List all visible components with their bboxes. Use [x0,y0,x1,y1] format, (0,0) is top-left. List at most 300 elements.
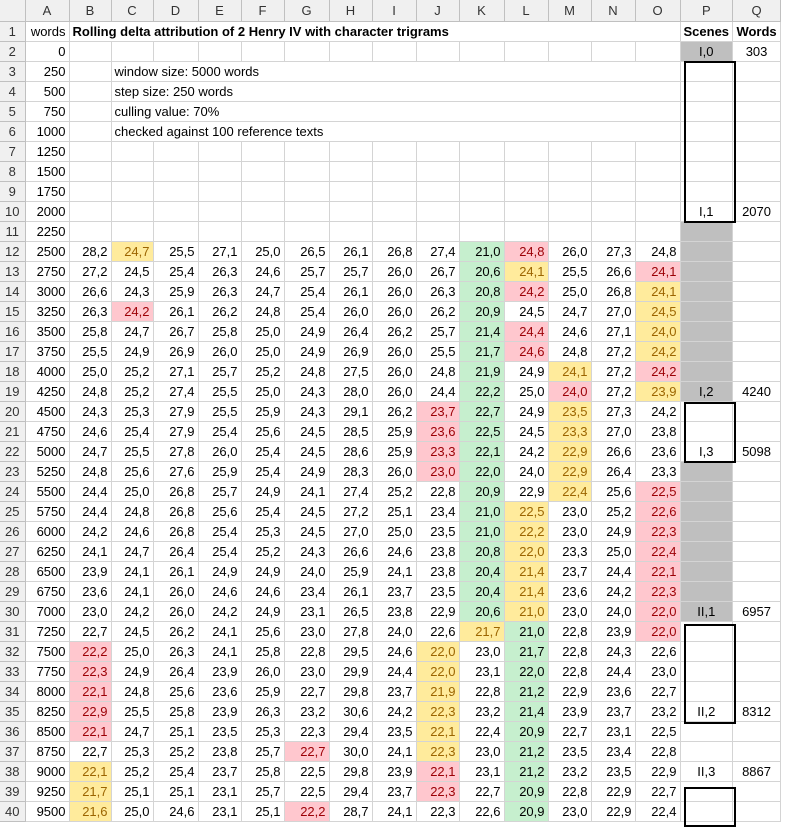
scene-cell-p2[interactable]: I,0 [680,41,733,61]
scene-words-q38[interactable]: 8867 [733,761,781,781]
cell-l18[interactable]: 24,9 [504,361,548,381]
cell-i26[interactable]: 25,0 [372,521,416,541]
cell-i18[interactable]: 26,0 [372,361,416,381]
cell-g16[interactable]: 24,9 [284,321,329,341]
cell-m35[interactable]: 23,9 [548,701,591,721]
row-header[interactable]: 11 [0,221,25,241]
row-header[interactable]: 26 [0,521,25,541]
cell-e39[interactable]: 23,1 [198,781,241,801]
scene-words-q18[interactable] [733,361,781,381]
cell-e13[interactable]: 26,3 [198,261,241,281]
cell-o8[interactable] [635,161,680,181]
cell-i15[interactable]: 26,0 [372,301,416,321]
cell-f33[interactable]: 26,0 [241,661,284,681]
cell-b26[interactable]: 24,2 [69,521,111,541]
scene-cell-p39[interactable] [680,781,733,801]
cell-a27[interactable]: 6250 [25,541,69,561]
select-all-corner[interactable] [0,0,25,21]
cell-c9[interactable] [111,181,153,201]
cell-n40[interactable]: 22,9 [591,801,635,821]
cell-f20[interactable]: 25,9 [241,401,284,421]
cell-a35[interactable]: 8250 [25,701,69,721]
cell-f35[interactable]: 26,3 [241,701,284,721]
cell-n36[interactable]: 23,1 [591,721,635,741]
cell-j17[interactable]: 25,5 [416,341,459,361]
cell-o22[interactable]: 23,6 [635,441,680,461]
note-step[interactable]: step size: 250 words [111,81,680,101]
cell-f23[interactable]: 25,4 [241,461,284,481]
cell-c17[interactable]: 24,9 [111,341,153,361]
cell-k8[interactable] [459,161,504,181]
cell-m19[interactable]: 24,0 [548,381,591,401]
cell-i22[interactable]: 25,9 [372,441,416,461]
cell-j30[interactable]: 22,9 [416,601,459,621]
cell-h9[interactable] [329,181,372,201]
column-header-m[interactable]: M [548,0,591,21]
row-header[interactable]: 10 [0,201,25,221]
cell-h30[interactable]: 26,5 [329,601,372,621]
scene-cell-p4[interactable] [680,81,733,101]
cell-i19[interactable]: 26,0 [372,381,416,401]
cell-d37[interactable]: 25,2 [153,741,198,761]
cell-k21[interactable]: 22,5 [459,421,504,441]
cell-e40[interactable]: 23,1 [198,801,241,821]
cell-g36[interactable]: 22,3 [284,721,329,741]
scene-cell-p28[interactable] [680,561,733,581]
cell-i20[interactable]: 26,2 [372,401,416,421]
cell-a34[interactable]: 8000 [25,681,69,701]
cell-f9[interactable] [241,181,284,201]
cell-d20[interactable]: 27,9 [153,401,198,421]
cell-c10[interactable] [111,201,153,221]
cell-f40[interactable]: 25,1 [241,801,284,821]
column-header-h[interactable]: H [329,0,372,21]
cell-g10[interactable] [284,201,329,221]
cell-m2[interactable] [548,41,591,61]
cell-b33[interactable]: 22,3 [69,661,111,681]
cell-b30[interactable]: 23,0 [69,601,111,621]
cell-b14[interactable]: 26,6 [69,281,111,301]
words-header[interactable]: Words [733,21,781,41]
cell-j9[interactable] [416,181,459,201]
column-header-n[interactable]: N [591,0,635,21]
cell-g18[interactable]: 24,8 [284,361,329,381]
cell-k35[interactable]: 23,2 [459,701,504,721]
cell-h2[interactable] [329,41,372,61]
scene-words-q16[interactable] [733,321,781,341]
cell-n27[interactable]: 25,0 [591,541,635,561]
cell-e36[interactable]: 23,5 [198,721,241,741]
cell-o20[interactable]: 24,2 [635,401,680,421]
cell-a39[interactable]: 9250 [25,781,69,801]
cell-c25[interactable]: 24,8 [111,501,153,521]
cell-l29[interactable]: 21,4 [504,581,548,601]
cell-f14[interactable]: 24,7 [241,281,284,301]
cell-h20[interactable]: 29,1 [329,401,372,421]
cell-k26[interactable]: 21,0 [459,521,504,541]
cell-n21[interactable]: 27,0 [591,421,635,441]
scene-words-q6[interactable] [733,121,781,141]
cell-l20[interactable]: 24,9 [504,401,548,421]
cell-a24[interactable]: 5500 [25,481,69,501]
cell-d33[interactable]: 26,4 [153,661,198,681]
cell-a23[interactable]: 5250 [25,461,69,481]
cell-m8[interactable] [548,161,591,181]
row-header[interactable]: 17 [0,341,25,361]
cell-d8[interactable] [153,161,198,181]
cell-i33[interactable]: 24,4 [372,661,416,681]
cell-i16[interactable]: 26,2 [372,321,416,341]
cell-h7[interactable] [329,141,372,161]
cell-e28[interactable]: 24,9 [198,561,241,581]
cell-c30[interactable]: 24,2 [111,601,153,621]
cell-o26[interactable]: 22,3 [635,521,680,541]
cell-h32[interactable]: 29,5 [329,641,372,661]
cell-n30[interactable]: 24,0 [591,601,635,621]
scene-words-q14[interactable] [733,281,781,301]
cell-i2[interactable] [372,41,416,61]
cell-j8[interactable] [416,161,459,181]
scene-cell-p16[interactable] [680,321,733,341]
cell-l30[interactable]: 21,0 [504,601,548,621]
cell-k14[interactable]: 20,8 [459,281,504,301]
row-header[interactable]: 8 [0,161,25,181]
cell-a10[interactable]: 2000 [25,201,69,221]
cell-f8[interactable] [241,161,284,181]
cell-d19[interactable]: 27,4 [153,381,198,401]
row-header[interactable]: 18 [0,361,25,381]
cell-a6[interactable]: 1000 [25,121,69,141]
cell-h16[interactable]: 26,4 [329,321,372,341]
row-header[interactable]: 33 [0,661,25,681]
cell-i12[interactable]: 26,8 [372,241,416,261]
column-header-d[interactable]: D [153,0,198,21]
cell-m39[interactable]: 22,8 [548,781,591,801]
cell-h14[interactable]: 26,1 [329,281,372,301]
cell-m15[interactable]: 24,7 [548,301,591,321]
cell-i40[interactable]: 24,1 [372,801,416,821]
cell-d34[interactable]: 25,6 [153,681,198,701]
cell-l32[interactable]: 21,7 [504,641,548,661]
cell-g37[interactable]: 22,7 [284,741,329,761]
cell-b24[interactable]: 24,4 [69,481,111,501]
cell-e35[interactable]: 23,9 [198,701,241,721]
cell-o16[interactable]: 24,0 [635,321,680,341]
cell-n24[interactable]: 25,6 [591,481,635,501]
cell-m17[interactable]: 24,8 [548,341,591,361]
cell-k37[interactable]: 23,0 [459,741,504,761]
cell-b40[interactable]: 21,6 [69,801,111,821]
cell-k39[interactable]: 22,7 [459,781,504,801]
cell-m7[interactable] [548,141,591,161]
row-header[interactable]: 24 [0,481,25,501]
column-header-o[interactable]: O [635,0,680,21]
cell-f19[interactable]: 25,0 [241,381,284,401]
cell-m26[interactable]: 23,0 [548,521,591,541]
scene-words-q30[interactable]: 6957 [733,601,781,621]
cell-k12[interactable]: 21,0 [459,241,504,261]
cell-j33[interactable]: 22,0 [416,661,459,681]
cell-e38[interactable]: 23,7 [198,761,241,781]
cell-d32[interactable]: 26,3 [153,641,198,661]
cell-k32[interactable]: 23,0 [459,641,504,661]
cell-n19[interactable]: 27,2 [591,381,635,401]
scene-words-q4[interactable] [733,81,781,101]
cell-g40[interactable]: 22,2 [284,801,329,821]
cell-k13[interactable]: 20,6 [459,261,504,281]
cell-d13[interactable]: 25,4 [153,261,198,281]
cell-m14[interactable]: 25,0 [548,281,591,301]
cell-g2[interactable] [284,41,329,61]
cell-k16[interactable]: 21,4 [459,321,504,341]
cell-o12[interactable]: 24,8 [635,241,680,261]
cell-k31[interactable]: 21,7 [459,621,504,641]
cell-d39[interactable]: 25,1 [153,781,198,801]
cell-o35[interactable]: 23,2 [635,701,680,721]
cell-f15[interactable]: 24,8 [241,301,284,321]
cell-k20[interactable]: 22,7 [459,401,504,421]
cell-b29[interactable]: 23,6 [69,581,111,601]
cell-n35[interactable]: 23,7 [591,701,635,721]
cell-b18[interactable]: 25,0 [69,361,111,381]
cell-k40[interactable]: 22,6 [459,801,504,821]
scene-words-q19[interactable]: 4240 [733,381,781,401]
cell-d11[interactable] [153,221,198,241]
cell-b15[interactable]: 26,3 [69,301,111,321]
cell-a16[interactable]: 3500 [25,321,69,341]
cell-e12[interactable]: 27,1 [198,241,241,261]
cell-c14[interactable]: 24,3 [111,281,153,301]
cell-f32[interactable]: 25,8 [241,641,284,661]
cell-d22[interactable]: 27,8 [153,441,198,461]
cell-b7[interactable] [69,141,111,161]
cell-n7[interactable] [591,141,635,161]
cell-g28[interactable]: 24,0 [284,561,329,581]
scene-cell-p17[interactable] [680,341,733,361]
cell-e22[interactable]: 26,0 [198,441,241,461]
cell-e37[interactable]: 23,8 [198,741,241,761]
scene-cell-p38[interactable]: II,3 [680,761,733,781]
cell-d28[interactable]: 26,1 [153,561,198,581]
cell-i31[interactable]: 24,0 [372,621,416,641]
scene-cell-p9[interactable] [680,181,733,201]
cell-a31[interactable]: 7250 [25,621,69,641]
cell-h17[interactable]: 26,9 [329,341,372,361]
cell-m31[interactable]: 22,8 [548,621,591,641]
scene-cell-p10[interactable]: I,1 [680,201,733,221]
cell-e11[interactable] [198,221,241,241]
cell-g38[interactable]: 22,5 [284,761,329,781]
cell-j12[interactable]: 27,4 [416,241,459,261]
cell-i23[interactable]: 26,0 [372,461,416,481]
cell-k17[interactable]: 21,7 [459,341,504,361]
cell-n10[interactable] [591,201,635,221]
scene-cell-p19[interactable]: I,2 [680,381,733,401]
cell-l11[interactable] [504,221,548,241]
cell-k19[interactable]: 22,2 [459,381,504,401]
row-header[interactable]: 20 [0,401,25,421]
cell-l31[interactable]: 21,0 [504,621,548,641]
cell-j40[interactable]: 22,3 [416,801,459,821]
cell-f12[interactable]: 25,0 [241,241,284,261]
scene-words-q31[interactable] [733,621,781,641]
cell-o36[interactable]: 22,5 [635,721,680,741]
cell-c34[interactable]: 24,8 [111,681,153,701]
cell-l28[interactable]: 21,4 [504,561,548,581]
cell-n33[interactable]: 24,4 [591,661,635,681]
cell-b12[interactable]: 28,2 [69,241,111,261]
column-header-l[interactable]: L [504,0,548,21]
cell-k7[interactable] [459,141,504,161]
cell-e9[interactable] [198,181,241,201]
scene-cell-p26[interactable] [680,521,733,541]
cell-g29[interactable]: 23,4 [284,581,329,601]
cell-i14[interactable]: 26,0 [372,281,416,301]
cell-c11[interactable] [111,221,153,241]
cell-f31[interactable]: 25,6 [241,621,284,641]
cell-a18[interactable]: 4000 [25,361,69,381]
cell-l37[interactable]: 21,2 [504,741,548,761]
cell-c38[interactable]: 25,2 [111,761,153,781]
cell-c12[interactable]: 24,7 [111,241,153,261]
row-header[interactable]: 1 [0,21,25,41]
cell-n20[interactable]: 27,3 [591,401,635,421]
cell-i17[interactable]: 26,0 [372,341,416,361]
column-header-e[interactable]: E [198,0,241,21]
scene-words-q35[interactable]: 8312 [733,701,781,721]
column-header-a[interactable]: A [25,0,69,21]
scene-words-q26[interactable] [733,521,781,541]
cell-c37[interactable]: 25,3 [111,741,153,761]
cell-a11[interactable]: 2250 [25,221,69,241]
cell-c29[interactable]: 24,1 [111,581,153,601]
scene-words-q27[interactable] [733,541,781,561]
cell-m29[interactable]: 23,6 [548,581,591,601]
cell-c19[interactable]: 25,2 [111,381,153,401]
cell-g27[interactable]: 24,3 [284,541,329,561]
cell-h39[interactable]: 29,4 [329,781,372,801]
cell-o11[interactable] [635,221,680,241]
cell-f18[interactable]: 25,2 [241,361,284,381]
cell-g24[interactable]: 24,1 [284,481,329,501]
cell-n9[interactable] [591,181,635,201]
row-header[interactable]: 23 [0,461,25,481]
row-header[interactable]: 34 [0,681,25,701]
cell-m20[interactable]: 23,5 [548,401,591,421]
row-header[interactable]: 12 [0,241,25,261]
cell-g8[interactable] [284,161,329,181]
cell-j7[interactable] [416,141,459,161]
column-header-p[interactable]: P [680,0,733,21]
row-header[interactable]: 32 [0,641,25,661]
column-header-g[interactable]: G [284,0,329,21]
cell-h35[interactable]: 30,6 [329,701,372,721]
cell-m21[interactable]: 23,3 [548,421,591,441]
cell-i10[interactable] [372,201,416,221]
cell-a19[interactable]: 4250 [25,381,69,401]
cell-h25[interactable]: 27,2 [329,501,372,521]
cell-j26[interactable]: 23,5 [416,521,459,541]
cell-g34[interactable]: 22,7 [284,681,329,701]
row-header[interactable]: 6 [0,121,25,141]
scene-cell-p3[interactable] [680,61,733,81]
cell-e29[interactable]: 24,6 [198,581,241,601]
cell-g35[interactable]: 23,2 [284,701,329,721]
cell-m10[interactable] [548,201,591,221]
cell-a15[interactable]: 3250 [25,301,69,321]
cell-e26[interactable]: 25,4 [198,521,241,541]
cell-a12[interactable]: 2500 [25,241,69,261]
scene-words-q3[interactable] [733,61,781,81]
cell-a8[interactable]: 1500 [25,161,69,181]
cell-e21[interactable]: 25,4 [198,421,241,441]
cell-l21[interactable]: 24,5 [504,421,548,441]
cell-b4[interactable] [69,81,111,101]
scene-cell-p25[interactable] [680,501,733,521]
cell-d23[interactable]: 27,6 [153,461,198,481]
scene-cell-p37[interactable] [680,741,733,761]
cell-b37[interactable]: 22,7 [69,741,111,761]
cell-j38[interactable]: 22,1 [416,761,459,781]
cell-d35[interactable]: 25,8 [153,701,198,721]
cell-m23[interactable]: 22,9 [548,461,591,481]
cell-j23[interactable]: 23,0 [416,461,459,481]
cell-m36[interactable]: 22,7 [548,721,591,741]
scene-cell-p36[interactable] [680,721,733,741]
cell-e8[interactable] [198,161,241,181]
cell-h15[interactable]: 26,0 [329,301,372,321]
cell-a5[interactable]: 750 [25,101,69,121]
scene-cell-p35[interactable]: II,2 [680,701,733,721]
cell-b35[interactable]: 22,9 [69,701,111,721]
cell-a40[interactable]: 9500 [25,801,69,821]
cell-b5[interactable] [69,101,111,121]
cell-h22[interactable]: 28,6 [329,441,372,461]
cell-b17[interactable]: 25,5 [69,341,111,361]
cell-b11[interactable] [69,221,111,241]
cell-b16[interactable]: 25,8 [69,321,111,341]
cell-k22[interactable]: 22,1 [459,441,504,461]
cell-c8[interactable] [111,161,153,181]
cell-d29[interactable]: 26,0 [153,581,198,601]
cell-g26[interactable]: 24,5 [284,521,329,541]
cell-b10[interactable] [69,201,111,221]
cell-g9[interactable] [284,181,329,201]
cell-o24[interactable]: 22,5 [635,481,680,501]
cell-g21[interactable]: 24,5 [284,421,329,441]
cell-b32[interactable]: 22,2 [69,641,111,661]
cell-k36[interactable]: 22,4 [459,721,504,741]
cell-l34[interactable]: 21,2 [504,681,548,701]
cell-m28[interactable]: 23,7 [548,561,591,581]
cell-c39[interactable]: 25,1 [111,781,153,801]
cell-f7[interactable] [241,141,284,161]
cell-o23[interactable]: 23,3 [635,461,680,481]
cell-b31[interactable]: 22,7 [69,621,111,641]
cell-f2[interactable] [241,41,284,61]
cell-e2[interactable] [198,41,241,61]
cell-h26[interactable]: 27,0 [329,521,372,541]
cell-e34[interactable]: 23,6 [198,681,241,701]
column-header-j[interactable]: J [416,0,459,21]
cell-o37[interactable]: 22,8 [635,741,680,761]
cell-o21[interactable]: 23,8 [635,421,680,441]
cell-o27[interactable]: 22,4 [635,541,680,561]
cell-b19[interactable]: 24,8 [69,381,111,401]
cell-f30[interactable]: 24,9 [241,601,284,621]
cell-j16[interactable]: 25,7 [416,321,459,341]
cell-f17[interactable]: 25,0 [241,341,284,361]
